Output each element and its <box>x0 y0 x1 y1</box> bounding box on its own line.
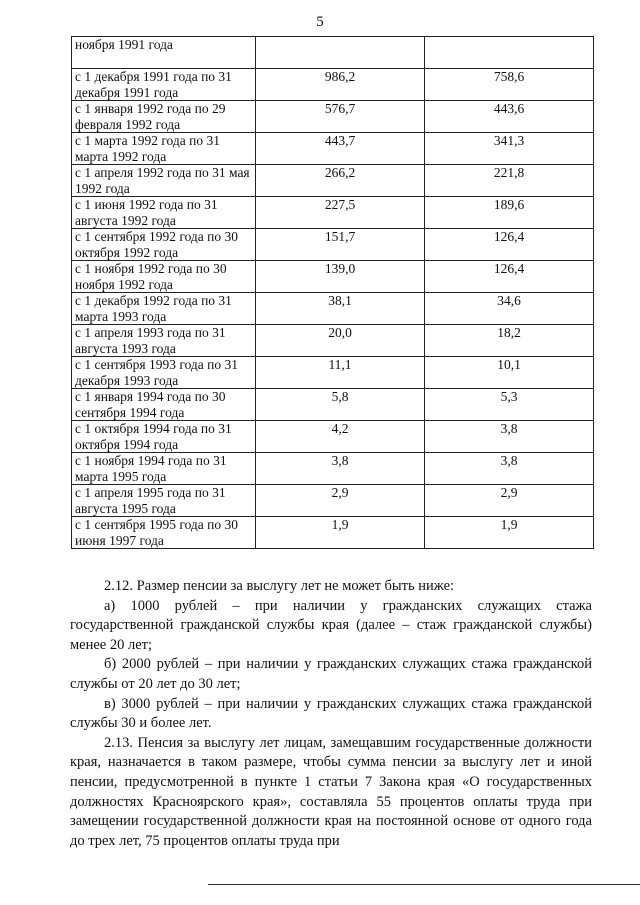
period-cell: с 1 сентября 1992 года по 30 октября 1992 года <box>72 229 256 261</box>
period-cell: ноября 1991 года <box>72 37 256 69</box>
value-cell-2: 341,3 <box>425 133 594 165</box>
value-cell-1: 986,2 <box>256 69 425 101</box>
footer-rule <box>208 884 598 885</box>
value-cell-2: 3,8 <box>425 453 594 485</box>
period-cell: с 1 июня 1992 года по 31 августа 1992 года <box>72 197 256 229</box>
period-cell: с 1 сентября 1993 года по 31 декабря 1993 года <box>72 357 256 389</box>
table-row <box>72 165 594 197</box>
value-cell-2: 5,3 <box>425 389 594 421</box>
value-cell-2 <box>425 37 594 69</box>
value-cell-2: 126,4 <box>425 261 594 293</box>
table-row <box>72 101 594 133</box>
value-cell-1: 4,2 <box>256 421 425 453</box>
value-cell-1: 11,1 <box>256 357 425 389</box>
period-cell: с 1 апреля 1993 года по 31 августа 1993 года <box>72 325 256 357</box>
footer-rule-end <box>598 884 640 885</box>
page-number: 5 <box>316 14 324 30</box>
period-cell: с 1 апреля 1995 года по 31 августа 1995 года <box>72 485 256 517</box>
value-cell-1: 576,7 <box>256 101 425 133</box>
section-2-12-item-c: в) 3000 рублей – при наличии у гражданских служащих стажа гражданской службы 30 и более лет. <box>70 695 592 732</box>
table-row <box>72 133 594 165</box>
value-cell-2: 126,4 <box>425 229 594 261</box>
section-2-12-intro: 2.12. Размер пенсии за выслугу лет не может быть ниже: <box>104 578 455 594</box>
period-cell: с 1 сентября 1995 года по 30 июня 1997 года <box>72 517 256 549</box>
table-row <box>72 485 594 517</box>
table-row <box>72 517 594 549</box>
section-2-12-item-b: б) 2000 рублей – при наличии у гражданских служащих стажа гражданской службы от 20 лет до 30 лет; <box>70 656 592 692</box>
value-cell-2: 2,9 <box>425 485 594 517</box>
period-cell: с 1 ноября 1994 года по 31 марта 1995 года <box>72 453 256 485</box>
value-cell-1 <box>256 37 425 69</box>
period-cell: с 1 ноября 1992 года по 30 ноября 1992 года <box>72 261 256 293</box>
value-cell-1: 3,8 <box>256 453 425 485</box>
period-cell: с 1 января 1994 года по 30 сентября 1994 года <box>72 389 256 421</box>
period-cell: с 1 марта 1992 года по 31 марта 1992 года <box>72 133 256 165</box>
value-cell-1: 20,0 <box>256 325 425 357</box>
section-2-12 <box>70 577 592 851</box>
value-cell-1: 139,0 <box>256 261 425 293</box>
table-row <box>72 37 594 69</box>
section-2-12-item-a: а) 1000 рублей – при наличии у гражданских служащих стажа государственной гражданской службы края (далее – стаж гражданской службы) менее 20 лет; <box>70 597 592 653</box>
value-cell-1: 38,1 <box>256 293 425 325</box>
value-cell-2: 221,8 <box>425 165 594 197</box>
value-cell-1: 1,9 <box>256 517 425 549</box>
value-cell-1: 2,9 <box>256 485 425 517</box>
table-row <box>72 293 594 325</box>
period-cell: с 1 января 1992 года по 29 февраля 1992 года <box>72 101 256 133</box>
period-cell: с 1 октября 1994 года по 31 октября 1994 года <box>72 421 256 453</box>
period-cell: с 1 декабря 1991 года по 31 декабря 1991 года <box>72 69 256 101</box>
value-cell-1: 151,7 <box>256 229 425 261</box>
pension-rates-table <box>71 36 594 549</box>
table-row <box>72 357 594 389</box>
value-cell-1: 443,7 <box>256 133 425 165</box>
value-cell-1: 5,8 <box>256 389 425 421</box>
value-cell-2: 34,6 <box>425 293 594 325</box>
table-row <box>72 69 594 101</box>
table-row <box>72 229 594 261</box>
value-cell-2: 758,6 <box>425 69 594 101</box>
value-cell-2: 10,1 <box>425 357 594 389</box>
table-row <box>72 197 594 229</box>
table-row <box>72 325 594 357</box>
table-row <box>72 421 594 453</box>
table-row <box>72 453 594 485</box>
value-cell-2: 3,8 <box>425 421 594 453</box>
section-2-13-text: 2.13. Пенсия за выслугу лет лицам, замещавшим государственные должности края, назначается в таком размере, чтобы сумма пенсии за выслугу лет и иной пенсии, предусмотренной в пункте 1 статьи 7 Закона края «О государственных должностях Красноярского края», составляла 55 процентов оплаты труда при замещении государственной должности края на постоянной основе от одного года до трех лет, 75 процентов оплаты труда при <box>70 734 592 849</box>
value-cell-1: 227,5 <box>256 197 425 229</box>
value-cell-2: 189,6 <box>425 197 594 229</box>
value-cell-1: 266,2 <box>256 165 425 197</box>
value-cell-2: 18,2 <box>425 325 594 357</box>
value-cell-2: 1,9 <box>425 517 594 549</box>
period-cell: с 1 декабря 1992 года по 31 марта 1993 года <box>72 293 256 325</box>
table-row <box>72 389 594 421</box>
table-body <box>72 37 594 549</box>
table-row <box>72 261 594 293</box>
period-cell: с 1 апреля 1992 года по 31 мая 1992 года <box>72 165 256 197</box>
value-cell-2: 443,6 <box>425 101 594 133</box>
